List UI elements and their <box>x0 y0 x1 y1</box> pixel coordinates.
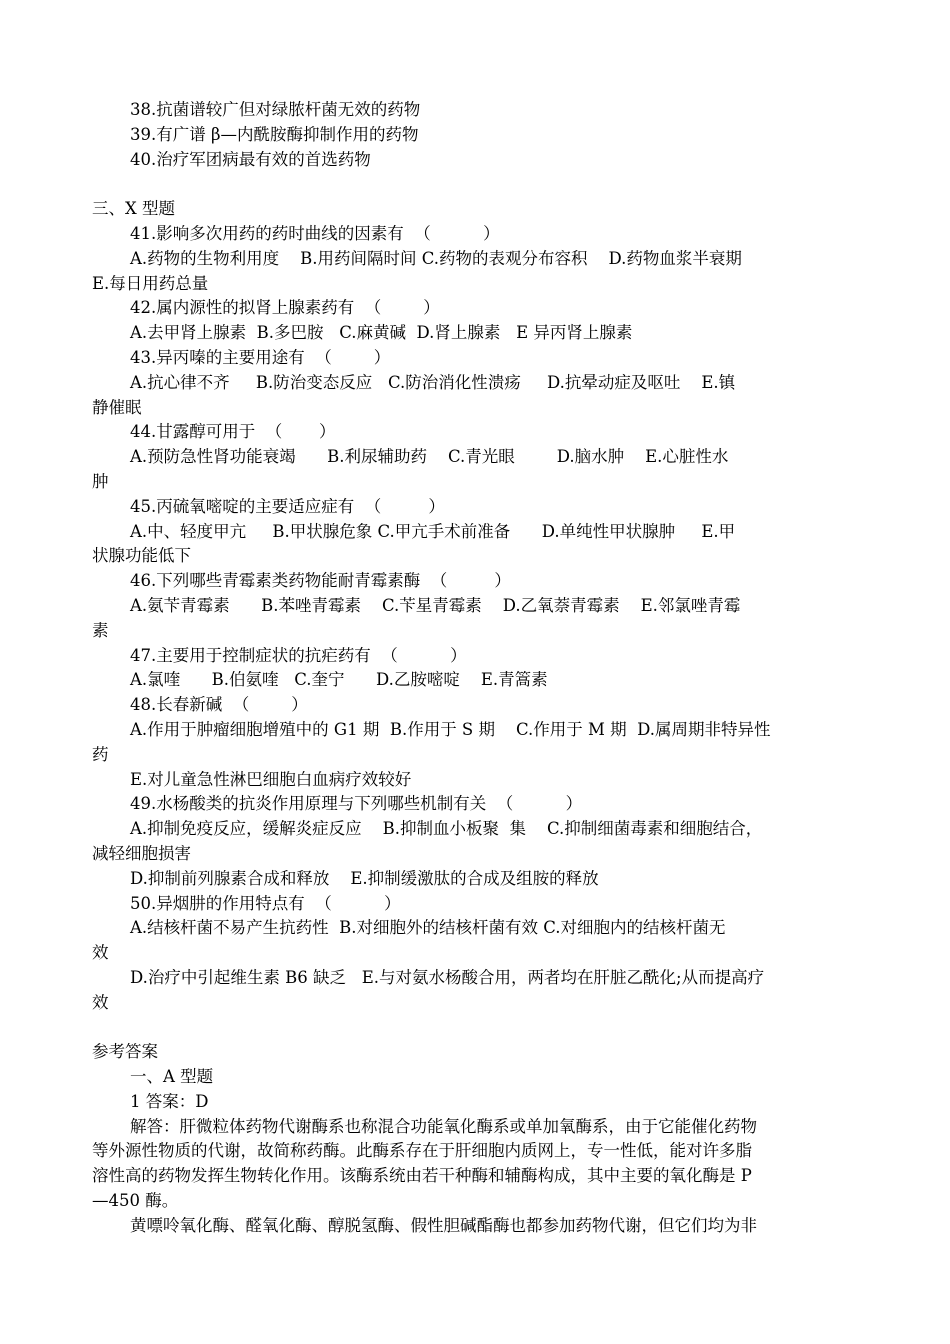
text-line: —450 酶。 <box>92 1191 179 1211</box>
text-line: A.结核杆菌不易产生抗药性 B.对细胞外的结核杆菌有效 C.对细胞内的结核杆菌无 <box>130 918 726 938</box>
text-line: 药 <box>92 744 109 764</box>
text-line: A.药物的生物利用度 B.用药间隔时间 C.药物的表观分布容积 D.药物血浆半衰期 <box>130 248 742 268</box>
text-line: A.抑制免疫反应，缓解炎症反应 B.抑制血小板聚 集 C.抑制细菌毒素和细胞结合， <box>130 819 763 839</box>
text-line: 一、A 型题 <box>130 1067 214 1087</box>
text-line: 49.水杨酸类的抗炎作用原理与下列哪些机制有关 （ ） <box>130 794 583 814</box>
text-line: 肿 <box>92 471 109 491</box>
document-body <box>92 98 862 1239</box>
text-line: A.去甲肾上腺素 B.多巴胺 C.麻黄碱 D.肾上腺素 E 异丙肾上腺素 <box>130 323 633 343</box>
text-line: 效 <box>92 943 109 963</box>
text-line: 42.属内源性的拟肾上腺素药有 （ ） <box>130 298 440 318</box>
text-line: 参考答案 <box>92 1042 158 1062</box>
text-line: 40.治疗军团病最有效的首选药物 <box>130 149 371 169</box>
text-line: 状腺功能低下 <box>92 546 191 566</box>
text-line: 溶性高的药物发挥生物转化作用。该酶系统由若干种酶和辅酶构成，其中主要的氧化酶是 P <box>92 1166 752 1186</box>
text-line: 41.影响多次用药的药时曲线的因素有 （ ） <box>130 223 500 243</box>
text-line: 44.甘露醇可用于 （ ） <box>130 422 336 442</box>
text-line: 黄嘌呤氧化酶、醛氧化酶、醇脱氢酶、假性胆碱酯酶也都参加药物代谢，但它们均为非 <box>130 1215 757 1235</box>
text-line: D.治疗中引起维生素 B6 缺乏 E.与对氨水杨酸合用，两者均在肝脏乙酰化;从而提高疗 <box>130 967 765 987</box>
text-line: 减轻细胞损害 <box>92 843 191 863</box>
blank-line <box>92 1015 862 1040</box>
text-line: E.每日用药总量 <box>92 273 209 293</box>
text-line: 解答：肝微粒体药物代谢酶系也称混合功能氧化酶系或单加氧酶系，由于它能催化药物 <box>130 1116 757 1136</box>
text-line: 43.异丙嗪的主要用途有 （ ） <box>130 347 391 367</box>
text-line: 45.丙硫氧嘧啶的主要适应症有 （ ） <box>130 496 445 516</box>
text-line: E.对儿童急性淋巴细胞白血病疗效较好 <box>130 769 412 789</box>
text-line: 46.下列哪些青霉素类药物能耐青霉素酶 （ ） <box>130 571 511 591</box>
text-line: 38.抗菌谱较广但对绿脓杆菌无效的药物 <box>130 100 421 119</box>
text-line: 39.有广谱 β—内酰胺酶抑制作用的药物 <box>130 124 419 144</box>
text-line: A.预防急性肾功能衰竭 B.利尿辅助药 C.青光眼 D.脑水肿 E.心脏性水 <box>130 447 729 467</box>
text-line: D.抑制前列腺素合成和释放 E.抑制缓激肽的合成及组胺的释放 <box>130 868 599 888</box>
text-line: A.抗心律不齐 B.防治变态反应 C.防治消化性溃疡 D.抗晕动症及呕吐 E.镇 <box>130 372 736 392</box>
text-line: 三、X 型题 <box>92 199 175 219</box>
text-line: 静催眠 <box>92 397 142 417</box>
text-line: 效 <box>92 992 109 1012</box>
text-line: 48.长春新碱 （ ） <box>130 695 308 715</box>
blank-line <box>92 172 862 197</box>
text-line: 素 <box>92 620 109 640</box>
text-line: 1 答案：D <box>130 1091 209 1111</box>
text-line: A.中、轻度甲亢 B.甲状腺危象 C.甲亢手术前准备 D.单纯性甲状腺肿 E.甲 <box>130 521 736 541</box>
text-line: 50.异烟肼的作用特点有 （ ） <box>130 893 401 913</box>
text-line: 等外源性物质的代谢，故简称药酶。此酶系存在于肝细胞内质网上，专一性低，能对许多脂 <box>92 1141 752 1161</box>
text-line: A.作用于肿瘤细胞增殖中的 G1 期 B.作用于 S 期 C.作用于 M 期 D.属周期非特异性 <box>130 719 771 739</box>
text-line: A.氯喹 B.伯氨喹 C.奎宁 D.乙胺嘧啶 E.青篙素 <box>130 670 548 690</box>
text-line: 47.主要用于控制症状的抗疟药有 （ ） <box>130 645 467 665</box>
text-line: A.氨苄青霉素 B.苯唑青霉素 C.苄星青霉素 D.乙氧萘青霉素 E.邻氯唑青霉 <box>130 595 741 615</box>
